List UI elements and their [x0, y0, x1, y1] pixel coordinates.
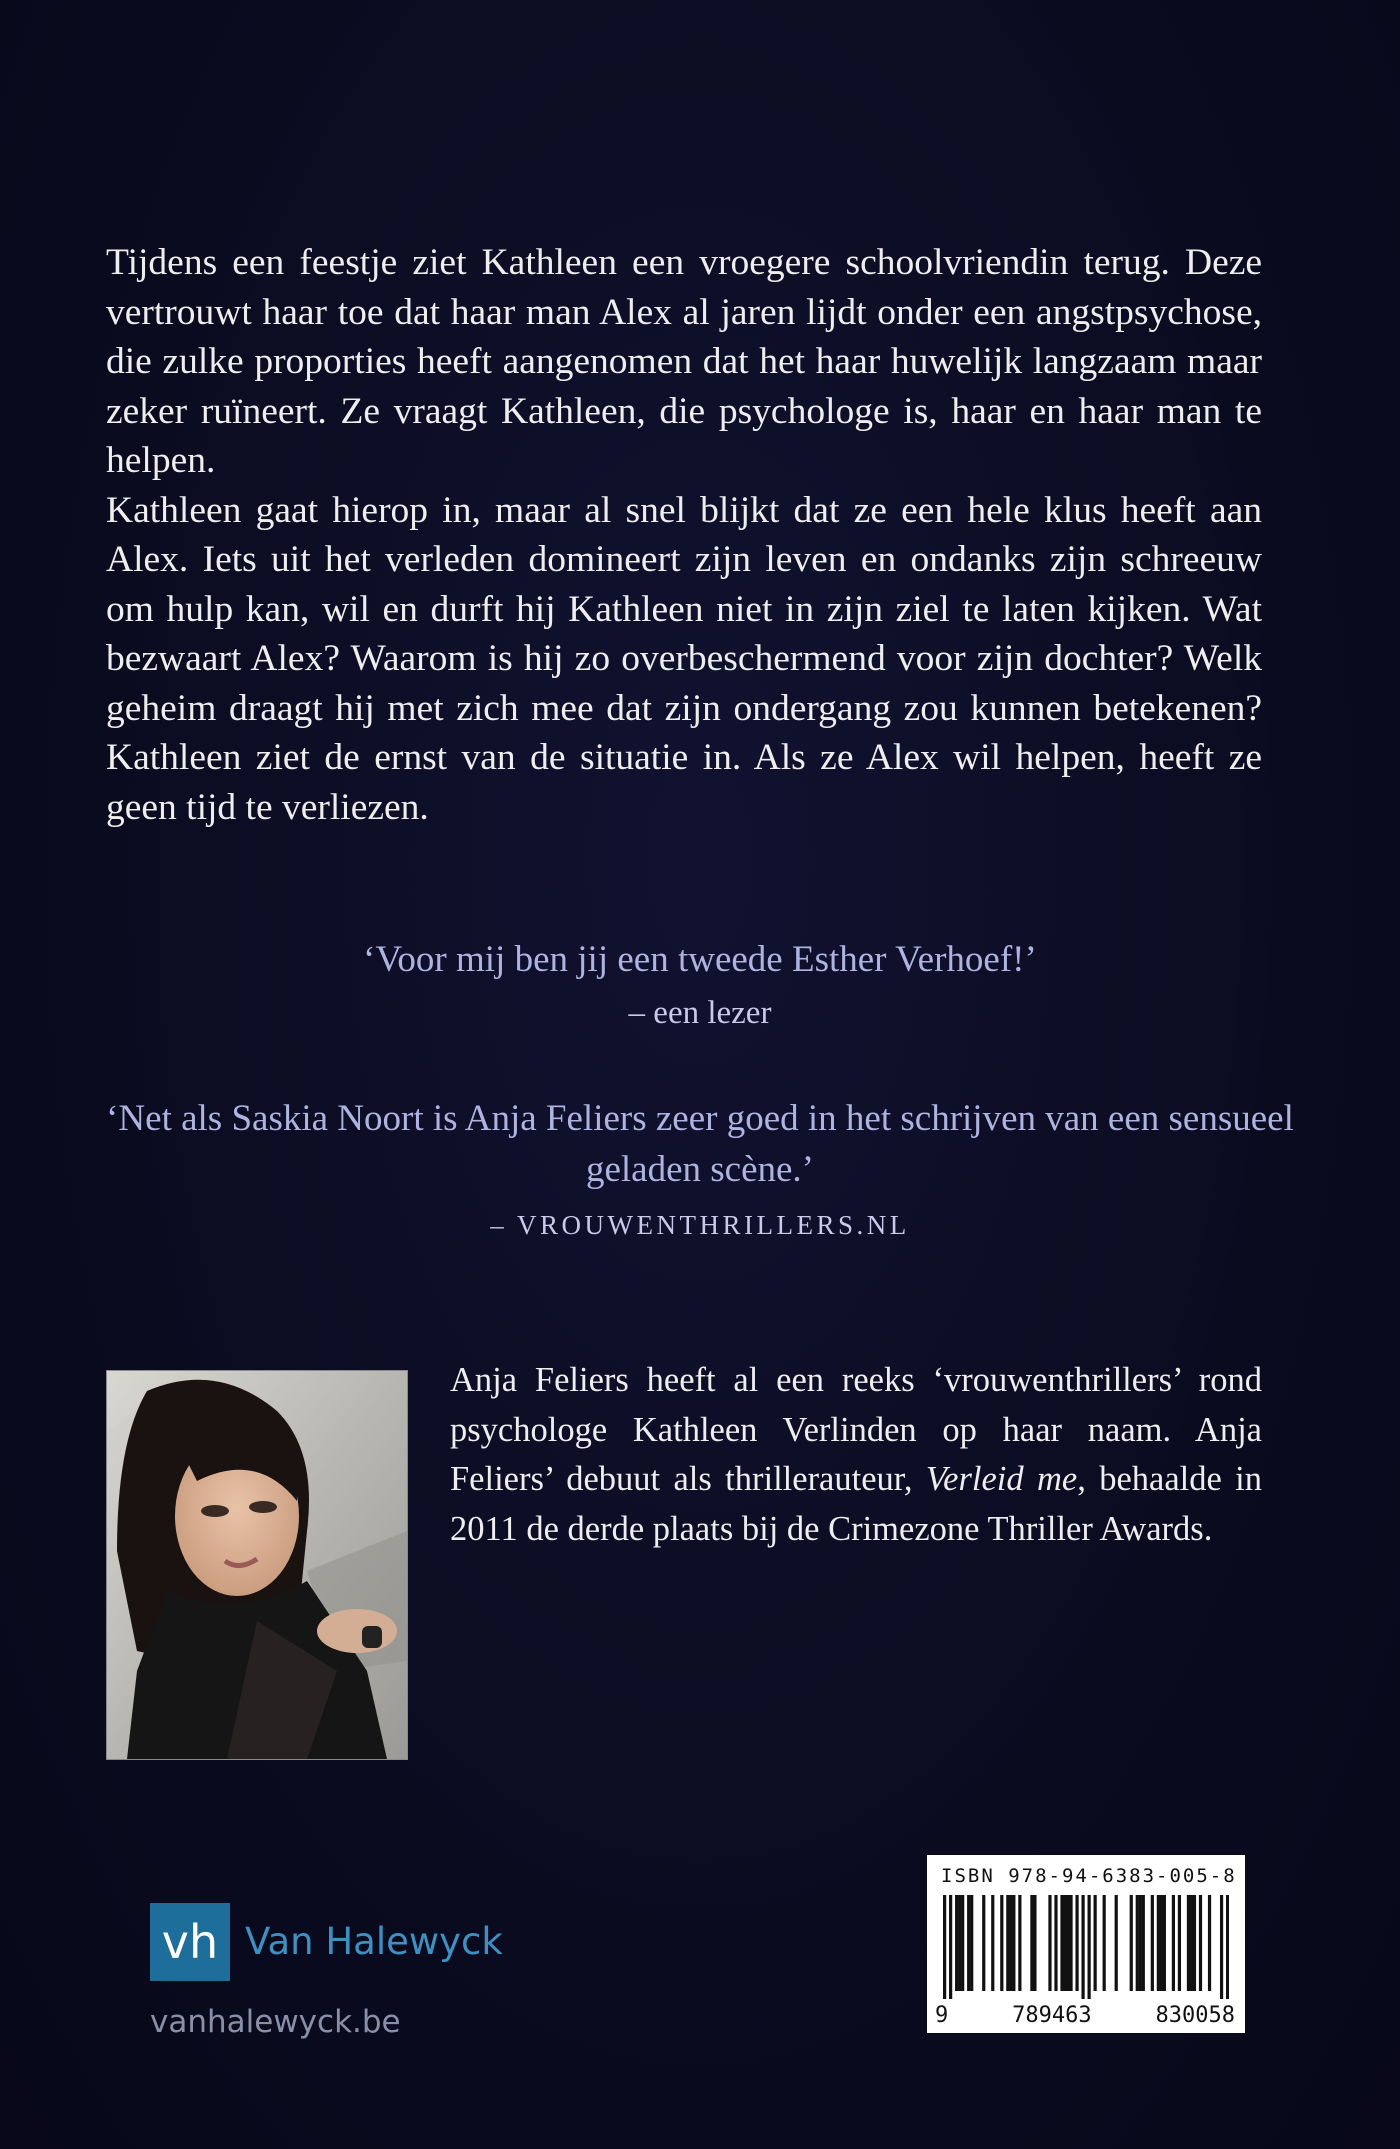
bio-text-end: , behaalde in 2011 de derde plaats bij de Crimezone Thriller Awards.: [450, 1460, 1262, 1548]
barcode-bar: [955, 1895, 958, 1991]
logo-letters: vh: [161, 1915, 219, 1969]
barcode-bar: [1103, 1895, 1106, 1991]
barcode-digit-group-2: 789463: [1012, 2003, 1092, 2028]
barcode-bar: [1018, 1895, 1021, 1991]
barcode-bar: [1187, 1895, 1190, 1991]
barcode-bar: [1060, 1895, 1063, 1991]
barcode-bar: [1157, 1895, 1160, 1991]
barcode-bar: [1094, 1895, 1097, 1991]
barcode-bar: [1054, 1895, 1057, 1991]
book-blurb: [106, 238, 1262, 832]
isbn-barcode: [927, 1855, 1245, 2033]
barcode-bar: [1069, 1895, 1072, 1991]
barcode-bar: [1066, 1895, 1069, 1991]
barcode-bars: [943, 1895, 1229, 1999]
blurb-paragraph-1: Tijdens een feestje ziet Kathleen een vroegere schoolvriendin terug. Deze vertrouwt haar toe dat haar man Alex al jaren lijdt onder een angstpsychose, die zulke proporties heeft aangenomen dat het haar huwelijk langzaam maar zeker ruïneert. Ze vraagt Kathleen, die psychologe is, haar en haar man te helpen.: [106, 242, 1262, 481]
barcode-bar: [958, 1895, 961, 1991]
publisher-website: vanhalewyck.be: [150, 2004, 401, 2040]
barcode-bar: [1160, 1895, 1163, 1991]
author-bio: [450, 1356, 1262, 1554]
debut-title: Verleid me: [925, 1460, 1078, 1498]
barcode-bar: [943, 1895, 946, 1999]
barcode-bar: [1115, 1895, 1118, 1991]
barcode-bar: [961, 1895, 964, 1991]
barcode-digit-group-1: 9: [935, 2003, 949, 2028]
publisher-name: Van Halewyck: [245, 1920, 503, 1963]
barcode-bar: [949, 1895, 952, 1999]
barcode-bar: [1139, 1895, 1142, 1991]
publisher-logo-icon: [150, 1903, 230, 1981]
barcode-bar: [1190, 1895, 1193, 1991]
barcode-bar: [1075, 1895, 1078, 1991]
author-portrait-image: [107, 1371, 407, 1759]
barcode-bar: [991, 1895, 994, 1991]
barcode-bar: [1172, 1895, 1175, 1991]
barcode-bar: [1088, 1895, 1091, 1999]
barcode-bar: [970, 1895, 973, 1991]
barcode-bar: [1033, 1895, 1036, 1991]
review-attribution-1: – een lezer: [628, 995, 772, 1031]
barcode-bar: [1199, 1895, 1202, 1991]
barcode-bar: [1136, 1895, 1139, 1991]
barcode-bar: [1006, 1895, 1009, 1991]
barcode-bar: [1000, 1895, 1003, 1991]
barcode-bar: [1163, 1895, 1166, 1991]
review-quote-2: ‘Net als Saskia Noort is Anja Feliers zeer goed in het schrijven van een sensueel geladen scène.’: [106, 1098, 1294, 1190]
barcode-bar: [1226, 1895, 1229, 1999]
isbn-number: ISBN 978-94-6383-005-8: [941, 1865, 1237, 1887]
barcode-bar: [1030, 1895, 1033, 1991]
barcode-bar: [1130, 1895, 1133, 1991]
barcode-digits: [935, 2003, 1235, 2028]
barcode-bar: [1151, 1895, 1154, 1991]
review-quote-1: ‘Voor mij ben jij een tweede Esther Verhoef!’: [363, 939, 1037, 980]
review-attribution-2: – VROUWENTHRILLERS.NL: [490, 1210, 910, 1240]
barcode-bar: [967, 1895, 970, 1991]
barcode-digit-group-3: 830058: [1155, 2003, 1235, 2028]
barcode-bar: [1012, 1895, 1015, 1991]
blurb-paragraph-2: Kathleen gaat hierop in, maar al snel blijkt dat ze een hele klus heeft aan Alex. Iets uit het verleden domineert zijn leven en ondanks zijn schreeuw om hulp kan, wil en durft hij Kathleen niet in zijn ziel te laten kijken. Wat bezwaart Alex? Waarom is hij zo overbeschermend voor zijn dochter? Welk geheim draagt hij met zich mee dat zijn ondergang zou kunnen betekenen? Kathleen ziet de ernst van de situatie in. Als ze Alex wil helpen, heeft ze geen tijd te verliezen.: [106, 489, 1262, 828]
barcode-bar: [1220, 1895, 1223, 1999]
barcode-bar: [1009, 1895, 1012, 1991]
barcode-bar: [1208, 1895, 1211, 1991]
author-photo: [106, 1370, 408, 1760]
barcode-bar: [1178, 1895, 1181, 1991]
barcode-bar: [1063, 1895, 1066, 1991]
barcode-bar: [1142, 1895, 1145, 1991]
barcode-bar: [1048, 1895, 1051, 1991]
barcode-bar: [982, 1895, 985, 1991]
bio-text-start: Anja Feliers heeft al een reeks ‘vrouwenthrillers’ rond psychologe Kathleen Verlinden op haar naam. Anja Feliers’ debuut als thrillerauteur,: [450, 1361, 1262, 1498]
barcode-bar: [1081, 1895, 1084, 1999]
barcode-bar: [1193, 1895, 1196, 1991]
